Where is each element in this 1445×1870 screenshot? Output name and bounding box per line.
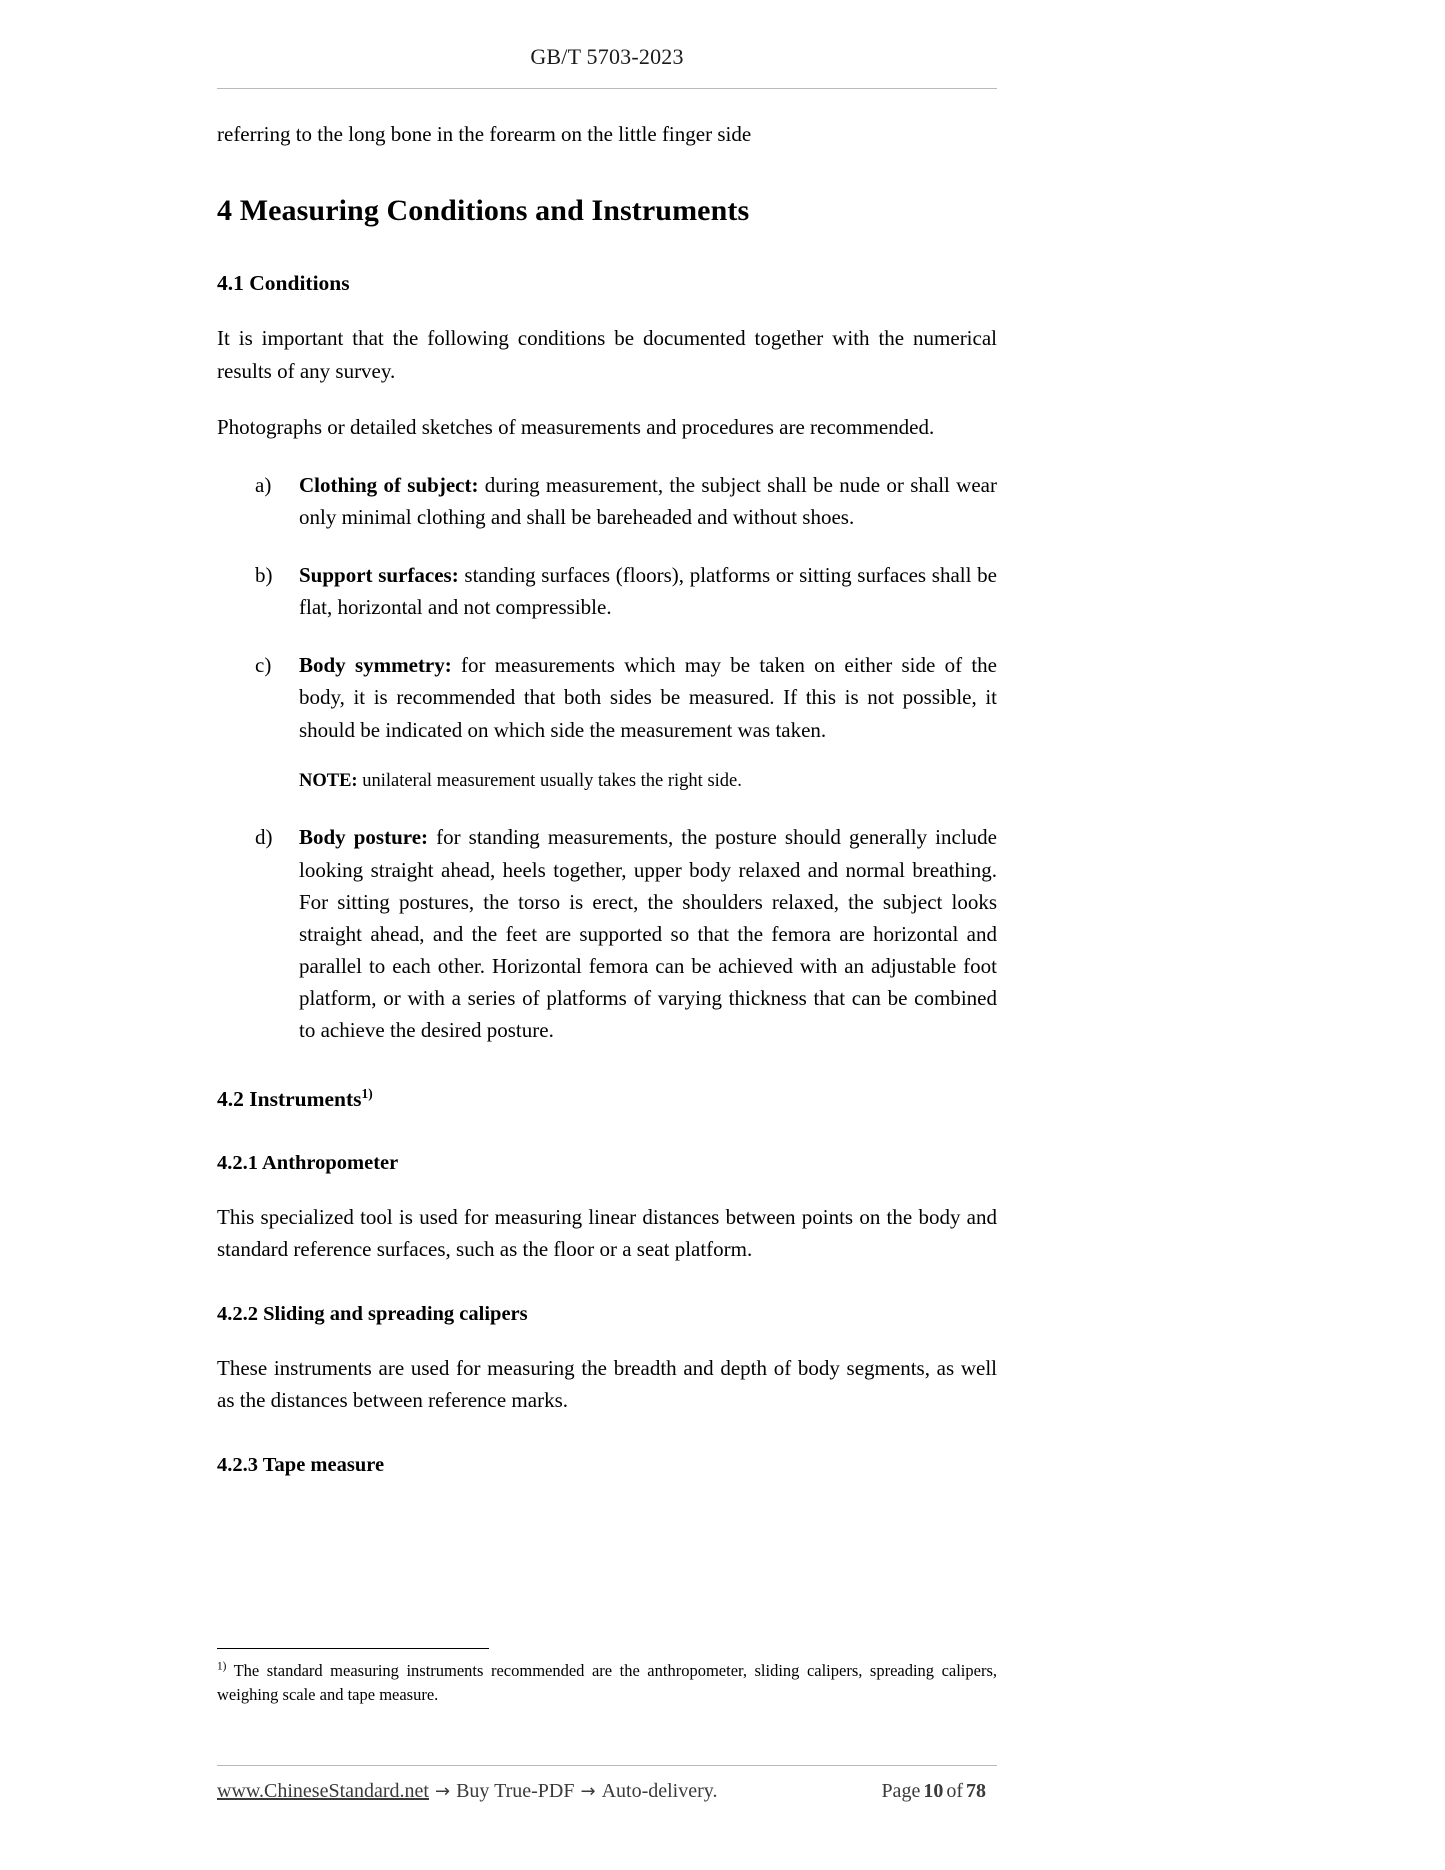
footnote-area [217,1648,997,1707]
page-content [217,0,997,1479]
standard-number: GB/T 5703-2023 [530,44,684,69]
list-item-text: for measurements which may be taken on either side of the body, it is recommended that both sides be measured. If this is not possible, it should be indicated on which side the measurement was taken. [299,653,997,742]
list-item [217,821,997,1046]
website-link[interactable]: www.ChineseStandard.net [217,1780,429,1802]
list-item-marker: b) [255,563,273,587]
list-item [217,649,997,795]
arrow-right-icon: → [435,1781,451,1802]
auto-delivery-text: Auto-delivery. [601,1780,718,1802]
list-item-term: Support surfaces: [299,563,459,587]
current-page-number: 10 [923,1780,944,1802]
subclause-4-2-2-heading: 4.2.2 Sliding and spreading calipers [217,1303,528,1326]
paragraph-4-2-2: These instruments are used for measuring the breadth and depth of body segments, as well as the distances between reference marks. [217,1355,997,1412]
continuation-line: referring to the long bone in the forearm on the little finger side [217,122,752,146]
footnote-reference-marker: 1) [361,1086,373,1102]
footer-divider [217,1765,997,1766]
page-footer [217,1765,997,1803]
footer-branding [217,1780,717,1803]
of-label: of [946,1780,963,1802]
subclause-4-2-title: 4.2 Instruments [217,1087,362,1112]
list-item-term: Body posture: [299,825,429,850]
list-item [217,559,997,623]
note-label: NOTE: [299,770,358,791]
footer-row [217,1780,997,1803]
paragraph-4-1-photographs: Photographs or detailed sketches of measurements and procedures are recommended. [217,414,935,439]
header-divider [217,88,997,89]
list-item-marker: a) [255,472,272,497]
footnote-divider [217,1648,489,1649]
list-item-marker: c) [255,653,272,678]
paragraph-4-2-1: This specialized tool is used for measuring linear distances between points on the body and standard reference surfaces, such as the floor or a seat platform. [217,1204,997,1261]
arrow-right-icon: → [580,1781,596,1802]
footnote-marker: 1) [217,1660,227,1673]
clause-4-heading: 4 Measuring Conditions and Instruments [217,194,750,228]
footnote-body: The standard measuring instruments recommended are the anthropometer, sliding calipers, spreading calipers, weighing scale and tape measure. [217,1661,997,1704]
subclause-4-2-3-heading: 4.2.3 Tape measure [217,1453,385,1476]
page-header [217,0,997,70]
buy-true-pdf-text: Buy True-PDF [456,1780,575,1802]
list-item-text: during measurement, the subject shall be nude or shall wear only minimal clothing and shall be bareheaded and without shoes. [299,472,997,529]
list-item-term: Body symmetry: [299,653,452,678]
footnote-entry [217,1659,997,1707]
list-item [217,469,997,533]
subclause-4-2-1-heading: 4.2.1 Anthropometer [217,1152,399,1175]
paragraph-4-1-intro: It is important that the following conditions be documented together with the numerical results of any survey. [217,326,997,383]
subclause-4-1-heading: 4.1 Conditions [217,271,350,296]
subclause-4-2-heading [217,1086,997,1114]
conditions-list [217,469,997,1047]
list-item-text: standing surfaces (floors), platforms or sitting surfaces shall be flat, horizontal and not compressible. [299,563,997,620]
total-page-number: 78 [966,1780,986,1802]
page-indicator [881,1780,997,1803]
note-text: unilateral measurement usually takes the right side. [357,770,742,791]
list-item-term: Clothing of subject: [299,472,479,497]
page-label: Page [881,1780,921,1802]
list-item-text: for standing measurements, the posture should generally include looking straight ahead, heels together, upper body relaxed and normal breathing. For sitting postures, the torso is erect, the shoulders relaxed, the subject looks straight ahead, and the feet are supported so that the femora are horizontal and parallel to each other. Horizontal femora can be achieved with an adjustable foot platform, or with a series of platforms of varying thickness that can be combined to achieve the desired posture. [299,825,997,1043]
note-block [299,768,997,796]
list-item-marker: d) [255,825,273,850]
